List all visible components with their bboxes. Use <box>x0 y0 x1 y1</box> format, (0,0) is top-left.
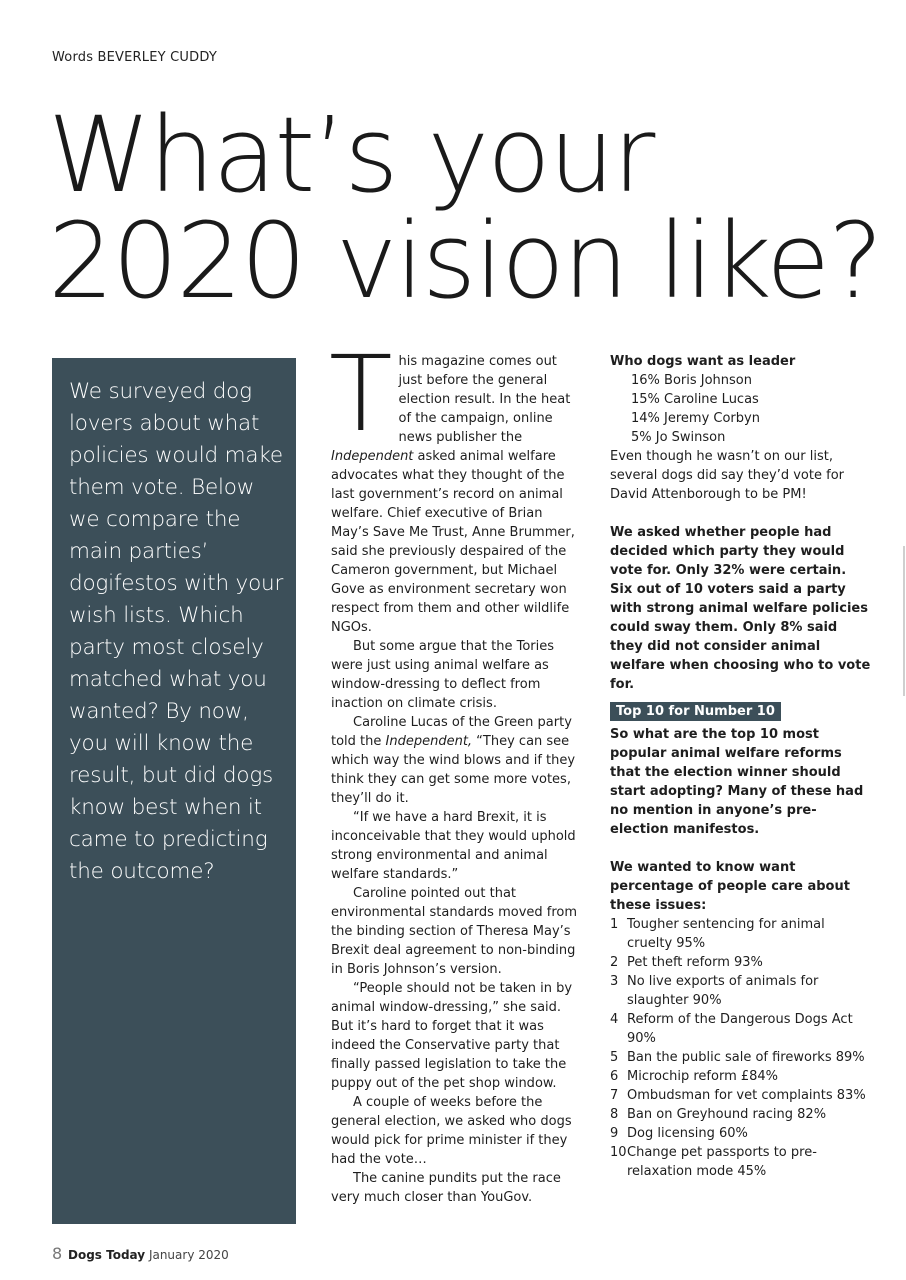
leader-item: 15% Caroline Lucas <box>631 392 759 407</box>
issue-number: 8 <box>610 1107 619 1122</box>
leader-list <box>610 371 872 447</box>
article-paragraph-4: “If we have a hard Brexit, it is inconceivable that they would uphold strong environmental and animal welfare standards.” <box>331 810 576 882</box>
article-p3-end: “They can see which way the wind blows and if they think they can get some more votes, they’ll do it. <box>331 734 576 806</box>
standfirst-text: We surveyed dog lovers about what policies would make them vote. Below we compare the main parties’ dogifestos with your wish lists. Which party most closely matched what you wanted? By now, you will know the result, but did dogs know best when it came to predicting the outcome? <box>69 379 284 884</box>
article-p1-end: asked animal welfare advocates what they thought of the last government’s record on animal welfare. Chief executive of Brian May’s Save Me Trust, Anne Brummer, said she previously despaired of the Cameron government, but Michael Gove as environment secretary won respect from them and other wildlife NGOs. <box>331 449 575 635</box>
issue-number: 9 <box>610 1126 619 1141</box>
issue-number: 1 <box>610 917 619 932</box>
top10-intro: So what are the top 10 most popular animal welfare reforms that the election winner should start adopting? Many of these had no mention in anyone’s pre-election manifestos. <box>610 727 864 837</box>
issue-item <box>610 1048 872 1067</box>
article-paragraph-6: “People should not be taken in by animal window-dressing,” she said. But it’s hard to forget that it was indeed the Conservative party that finally passed legislation to take the puppy out of the pet shop window. <box>331 981 573 1091</box>
issue-number: 10 <box>610 1145 627 1160</box>
issue-text: Change pet passports to pre-relaxation mode 45% <box>627 1145 817 1179</box>
article-paragraph-7: A couple of weeks before the general election, we asked who dogs would pick for prime minister if they had the vote… <box>331 1095 572 1167</box>
issue-item <box>610 953 872 972</box>
page-number: 8 <box>52 1244 63 1263</box>
spacer <box>610 839 872 858</box>
drop-cap: T <box>329 333 393 455</box>
article-column <box>329 333 579 1207</box>
issue-number: 3 <box>610 974 619 989</box>
section-tag: Top 10 for Number 10 <box>610 702 781 721</box>
publication-name: Independent <box>331 449 414 464</box>
issue-number: 4 <box>610 1012 619 1027</box>
sidebar-column <box>610 352 872 1181</box>
leader-heading: Who dogs want as leader <box>610 354 796 369</box>
article-p3-start: Caroline Lucas of the Green party told the <box>331 715 572 749</box>
leader-item: 14% Jeremy Corbyn <box>631 411 760 426</box>
leader-note: Even though he wasn’t on our list, several dogs did say they’d vote for David Attenborough to be PM! <box>610 449 844 502</box>
headline-line-1: What’s your <box>48 94 654 216</box>
issue-item <box>610 1010 872 1048</box>
leader-item: 16% Boris Johnson <box>631 373 752 388</box>
issue-item <box>610 1143 872 1181</box>
headline-line-2: 2020 vision like? <box>48 200 882 322</box>
article-p1-start: his magazine comes out just before the general election result. In the heat of the campaign, online news publisher the <box>398 354 571 445</box>
issue-item <box>610 972 872 1010</box>
issue-number: 7 <box>610 1088 619 1103</box>
publication-name-2: Independent, <box>385 734 473 749</box>
issue-text: Pet theft reform 93% <box>627 955 763 970</box>
issue-number: 6 <box>610 1069 619 1084</box>
issue-text: Dog licensing 60% <box>627 1126 748 1141</box>
article-paragraph-8: The canine pundits put the race very much closer than YouGov. <box>331 1171 561 1205</box>
issue-text: No live exports of animals for slaughter 90% <box>627 974 819 1008</box>
magazine-name: Dogs Today <box>68 1248 146 1262</box>
issue-item <box>610 1067 872 1086</box>
issue-text: Ban the public sale of fireworks 89% <box>627 1050 865 1065</box>
issue-text: Tougher sentencing for animal cruelty 95% <box>627 917 825 951</box>
survey-text: We asked whether people had decided which party they would vote for. Only 32% were certain. Six out of 10 voters said a party with strong animal welfare policies could sway them. Only 8% said they did not consider animal welfare when choosing who to vote for. <box>610 525 871 692</box>
issue-list <box>610 915 872 1181</box>
issue-number: 2 <box>610 955 619 970</box>
page-footer <box>52 1244 229 1263</box>
issue-text: Ban on Greyhound racing 82% <box>627 1107 827 1122</box>
leader-item: 5% Jo Swinson <box>631 430 726 445</box>
byline: Words BEVERLEY CUDDY <box>52 50 217 65</box>
headline <box>48 94 898 322</box>
issue-item <box>610 915 872 953</box>
article-paragraph-1 <box>329 333 579 637</box>
care-intro: We wanted to know want percentage of people care about these issues: <box>610 860 850 913</box>
article-paragraph-5: Caroline pointed out that environmental standards moved from the binding section of Theresa May’s Brexit deal agreement to non-binding in Boris Johnson’s version. <box>331 886 578 977</box>
issue-number: 5 <box>610 1050 619 1065</box>
issue-item <box>610 1124 872 1143</box>
issue-text: Ombudsman for vet complaints 83% <box>627 1088 866 1103</box>
issue-date: January 2020 <box>148 1248 229 1262</box>
standfirst-panel <box>52 358 296 1224</box>
article-paragraph-3 <box>331 713 579 808</box>
page-edge-mark <box>903 546 905 696</box>
issue-item <box>610 1086 872 1105</box>
spacer <box>610 504 872 523</box>
article-paragraph-2: But some argue that the Tories were just using animal welfare as window-dressing to deflect from inaction on climate crisis. <box>331 639 555 711</box>
issue-item <box>610 1105 872 1124</box>
issue-text: Reform of the Dangerous Dogs Act 90% <box>627 1012 853 1046</box>
issue-text: Microchip reform £84% <box>627 1069 779 1084</box>
